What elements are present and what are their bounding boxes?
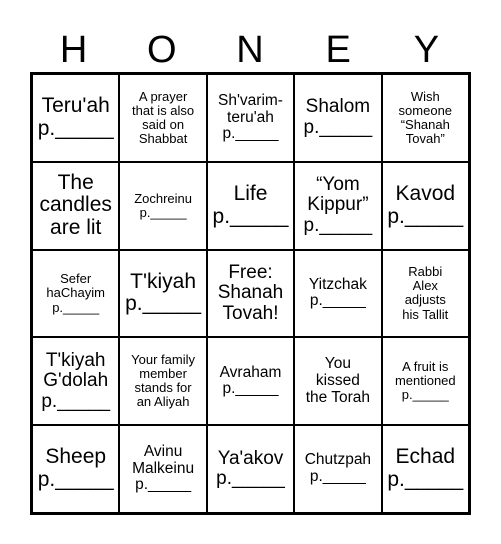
header-letter-h: H [59, 29, 89, 71]
header-letter-o: O [147, 29, 178, 71]
bingo-cell[interactable]: Wish someone “Shanah Tovah” [382, 74, 469, 162]
bingo-cell[interactable]: Teru'ah p._____ [32, 74, 119, 162]
bingo-cell[interactable]: Rabbi Alex adjusts his Tallit [382, 250, 469, 338]
bingo-cell[interactable]: T'kiyah G'dolah p._____ [32, 337, 119, 425]
bingo-cell[interactable]: A prayer that is also said on Shabbat [119, 74, 206, 162]
bingo-grid [30, 72, 471, 515]
bingo-cell[interactable]: Avraham p._____ [207, 337, 294, 425]
bingo-cell[interactable]: Ya'akov p._____ [207, 425, 294, 513]
bingo-cell[interactable]: Kavod p._____ [382, 162, 469, 250]
header-letter-y: Y [413, 29, 441, 71]
bingo-cell[interactable]: The candles are lit [32, 162, 119, 250]
bingo-cell[interactable]: T'kiyah p._____ [119, 250, 206, 338]
bingo-cell[interactable]: “Yom Kippur” p._____ [294, 162, 381, 250]
bingo-cell[interactable]: Life p._____ [207, 162, 294, 250]
bingo-cell[interactable]: A fruit is mentioned p._____ [382, 337, 469, 425]
bingo-cell[interactable]: Sh'varim- teru'ah p._____ [207, 74, 294, 162]
bingo-cell[interactable]: Avinu Malkeinu p._____ [119, 425, 206, 513]
bingo-cell[interactable]: Chutzpah p._____ [294, 425, 381, 513]
free-space-cell[interactable]: Free: Shanah Tovah! [207, 250, 294, 338]
bingo-cell[interactable]: Yitzchak p._____ [294, 250, 381, 338]
bingo-cell[interactable]: Shalom p._____ [294, 74, 381, 162]
bingo-cell[interactable]: Your family member stands for an Aliyah [119, 337, 206, 425]
bingo-cell[interactable]: Sheep p._____ [32, 425, 119, 513]
bingo-cell[interactable]: Zochreinu p._____ [119, 162, 206, 250]
header-letter-n: N [236, 29, 265, 71]
bingo-cell[interactable]: You kissed the Torah [294, 337, 381, 425]
bingo-cell[interactable]: Sefer haChayim p._____ [32, 250, 119, 338]
bingo-cell[interactable]: Echad p._____ [382, 425, 469, 513]
header-letter-e: E [325, 29, 352, 71]
bingo-header [30, 26, 471, 74]
